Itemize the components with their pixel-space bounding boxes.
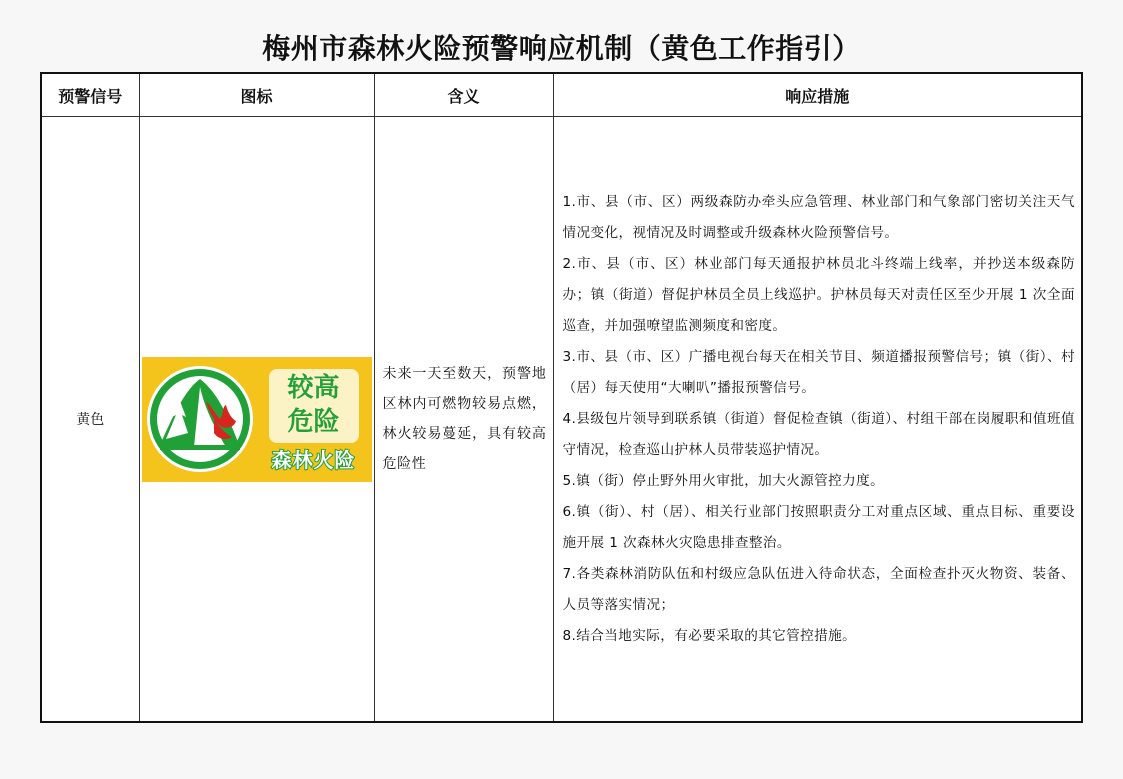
emblem-base-line: [160, 445, 240, 450]
measure-item-3: 3.市、县（市、区）广播电视台每天在相关节目、频道播报预警信号；镇（街）、村（居）每天使用“大喇叭”播报预警信号。: [562, 348, 1075, 396]
measure-item-8: 8.结合当地实际，有必要采取的其它管控措施。: [562, 627, 857, 644]
risk-level-panel: [269, 369, 359, 443]
risk-level-text-1: 较高: [287, 372, 340, 403]
signal-level-cell: 黄色: [41, 117, 139, 723]
warning-response-table: [40, 72, 1083, 723]
forest-fire-warning-sign: [142, 357, 372, 482]
measure-item-4: 4.县级包片领导到联系镇（街道）督促检查镇（街道）、村组干部在岗履职和值班值守情况，检查巡山护林人员带装巡护情况。: [562, 410, 1075, 458]
table-row: [41, 117, 1082, 723]
header-icon: 图标: [139, 73, 374, 117]
measures-cell: [553, 117, 1082, 723]
document-title: 梅州市森林火险预警响应机制（黄色工作指引）: [262, 32, 861, 65]
measure-item-6: 6.镇（街）、村（居）、相关行业部门按照职责分工对重点区域、重点目标、重要设施开展 1 次森林火灾隐患排查整治。: [562, 503, 1075, 551]
header-signal: 预警信号: [41, 73, 139, 117]
icon-cell: [139, 117, 374, 723]
measure-item-7: 7.各类森林消防队伍和村级应急队伍进入待命状态，全面检查扑灭火物资、装备、人员等落实情况；: [562, 565, 1075, 613]
measure-item-1: 1.市、县（市、区）两级森防办牵头应急管理、林业部门和气象部门密切关注天气情况变化，视情况及时调整或升级森林火险预警信号。: [562, 193, 1075, 241]
risk-level-text-2: 危险: [287, 406, 340, 437]
header-measures: 响应措施: [553, 73, 1082, 117]
measure-item-2: 2.市、县（市、区）林业部门每天通报护林员北斗终端上线率，并抄送本级森防办；镇（街道）督促护林员全员上线巡护。护林员每天对责任区至少开展 1 次全面巡查，并加强嘹望监测频度和密度。: [562, 255, 1075, 334]
meaning-cell: 未来一天至数天，预警地区林内可燃物较易点燃，林火较易蔓延，具有较高危险性: [374, 117, 553, 723]
header-meaning: 含义: [374, 73, 553, 117]
forest-fire-brand-text: 森林火险: [271, 447, 356, 472]
table-header-row: [41, 73, 1082, 117]
measure-item-5: 5.镇（街）停止野外用火审批，加大火源管控力度。: [562, 472, 885, 489]
